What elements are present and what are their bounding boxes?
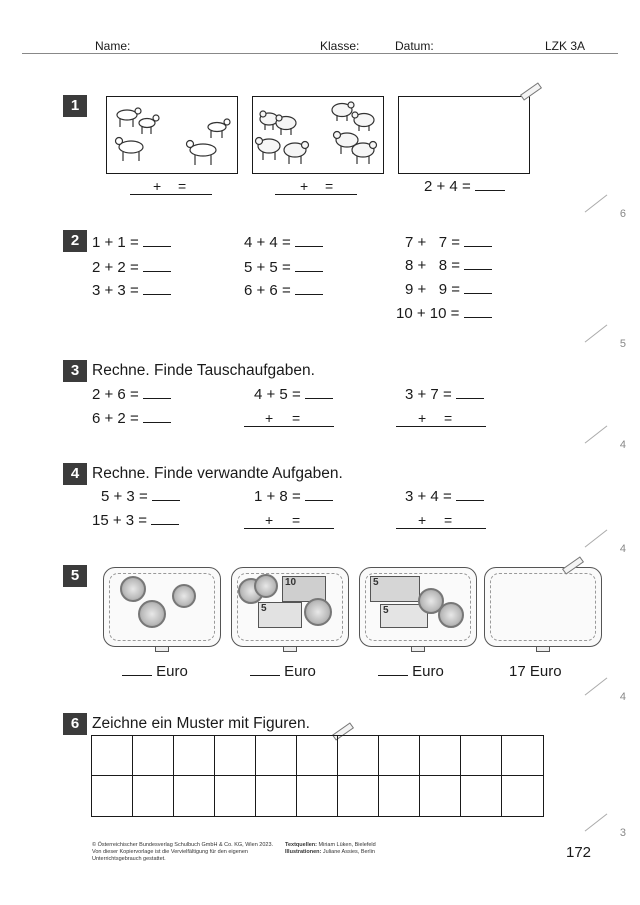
euro-answer: Euro [122,663,188,680]
wallet-icon [103,567,221,647]
coin-icon [172,584,196,608]
task-title: Rechne. Finde verwandte Aufgaben. [92,465,343,482]
header-line [22,53,618,54]
sheep-picture-box [252,96,384,174]
euro-amount: 17 Euro [509,663,562,680]
plus-sign: + [418,512,427,528]
answer-line [396,426,486,427]
coin-icon [304,598,332,626]
equation: 15 + 3 = [92,512,179,529]
wallet-stitching [490,573,596,641]
equation: 1 + 1 = [92,234,171,251]
equation: 3 + 4 = [405,488,484,505]
coin-icon [438,602,464,628]
task-number: 6 [63,713,87,735]
publisher-notice [92,842,282,863]
equals-sign: = [444,512,453,528]
worksheet-code: LZK 3A [545,39,586,53]
grid-cell[interactable] [379,776,420,816]
grid-cell[interactable] [338,736,379,776]
equation: 1 + 8 = [254,488,333,505]
goat-picture-box [106,96,238,174]
score-slash [585,529,608,547]
credits [285,842,445,856]
plus-sign: + [418,410,427,426]
plus-sign: + [265,410,274,426]
task-number: 3 [63,360,87,382]
sheep-icon [253,97,382,172]
illustration-credit: Illustrationen: Juliane Assies, Berlin [285,849,375,855]
score-task3: 4 [619,439,626,451]
grid-cell[interactable] [420,736,461,776]
equation: 6 + 2 = [92,410,171,427]
equation: 2 + 4 = [424,178,505,195]
empty-drawing-box[interactable] [398,96,530,174]
equation: 9 + 9 = [405,281,492,298]
equation: 2 + 6 = [92,386,171,403]
equation: 5 + 5 = [244,259,323,276]
score-slash [585,194,608,212]
empty-wallet-icon[interactable] [484,567,602,647]
equals-sign: = [444,410,453,426]
coin-icon [254,574,278,598]
equation: 3 + 3 = [92,282,171,299]
score-slash [585,324,608,342]
wallet-clasp [283,646,297,652]
answer-line [244,426,334,427]
page-number: 172 [566,844,592,861]
equation: 7 + 7 = [405,234,492,251]
pencil-icon [520,82,542,100]
answer-line [396,528,486,529]
grid-cell[interactable] [215,776,256,816]
wallet-icon [231,567,349,647]
grid-cell[interactable] [256,776,297,816]
equation: 10 + 10 = [396,305,492,322]
equation: 6 + 6 = [244,282,323,299]
grid-cell[interactable] [215,736,256,776]
task-number: 2 [63,230,87,252]
score-task1: 6 [619,208,626,220]
grid-cell[interactable] [92,776,133,816]
task-number: 1 [63,95,87,117]
euro-answer: Euro [250,663,316,680]
grid-cell[interactable] [461,736,502,776]
banknote: 5 [370,576,420,602]
equation: 3 + 7 = [405,386,484,403]
answer-line [275,194,357,195]
coin-icon [120,576,146,602]
grid-cell[interactable] [502,776,543,816]
class-label: Klasse: [320,39,360,53]
publisher-line: Von dieser Kopiervorlage ist die Vervielfältigung für den eigenen [92,849,248,855]
grid-cell[interactable] [92,736,133,776]
task-title: Rechne. Finde Tauschaufgaben. [92,362,315,379]
grid-cell[interactable] [502,736,543,776]
task-number: 5 [63,565,87,587]
grid-cell[interactable] [133,736,174,776]
grid-cell[interactable] [461,776,502,816]
wallet-clasp [536,646,550,652]
score-slash [585,425,608,443]
equation: 2 + 2 = [92,259,171,276]
task-title: Zeichne ein Muster mit Figuren. [92,715,310,732]
name-label: Name: [95,39,131,53]
equals-sign: = [292,512,301,528]
goat-icon [107,97,236,172]
equals-sign: = [292,410,301,426]
score-task5: 4 [619,691,626,703]
grid-cell[interactable] [420,776,461,816]
grid-cell[interactable] [297,736,338,776]
equation: 4 + 4 = [244,234,323,251]
coin-icon [138,600,166,628]
task-number: 4 [63,463,87,485]
publisher-line: Unterrichtsgebrauch gestattet. [92,856,166,862]
plus-sign: + [153,178,162,194]
plus-sign: + [300,178,309,194]
euro-answer: Euro [378,663,444,680]
wallet-clasp [411,646,425,652]
plus-sign: + [265,512,274,528]
answer-line [130,194,212,195]
equation: 4 + 5 = [254,386,333,403]
score-task4: 4 [619,543,626,555]
wallet-clasp [155,646,169,652]
score-slash [585,813,608,831]
grid-cell[interactable] [174,776,215,816]
equals-sign: = [325,178,334,194]
grid-cell[interactable] [174,736,215,776]
text-credit: Textquellen: Miriam Lüken, Bielefeld [285,842,376,848]
answer-line [244,528,334,529]
equation: 5 + 3 = [101,488,180,505]
equals-sign: = [178,178,187,194]
equation: 8 + 8 = [405,257,492,274]
grid-cell[interactable] [297,776,338,816]
pattern-grid[interactable] [91,735,544,817]
grid-cell[interactable] [256,736,297,776]
grid-cell[interactable] [338,776,379,816]
wallet-icon [359,567,477,647]
banknote: 5 [258,602,302,628]
publisher-line: © Österreichischer Bundesverlag Schulbuch GmbH & Co. KG, Wien 2023. [92,842,274,848]
score-slash [585,677,608,695]
grid-cell[interactable] [379,736,420,776]
score-task2: 5 [619,338,626,350]
banknote: 10 [282,576,326,602]
date-label: Datum: [395,39,434,53]
banknote: 5 [380,604,428,628]
grid-cell[interactable] [133,776,174,816]
score-task6: 3 [619,827,626,839]
